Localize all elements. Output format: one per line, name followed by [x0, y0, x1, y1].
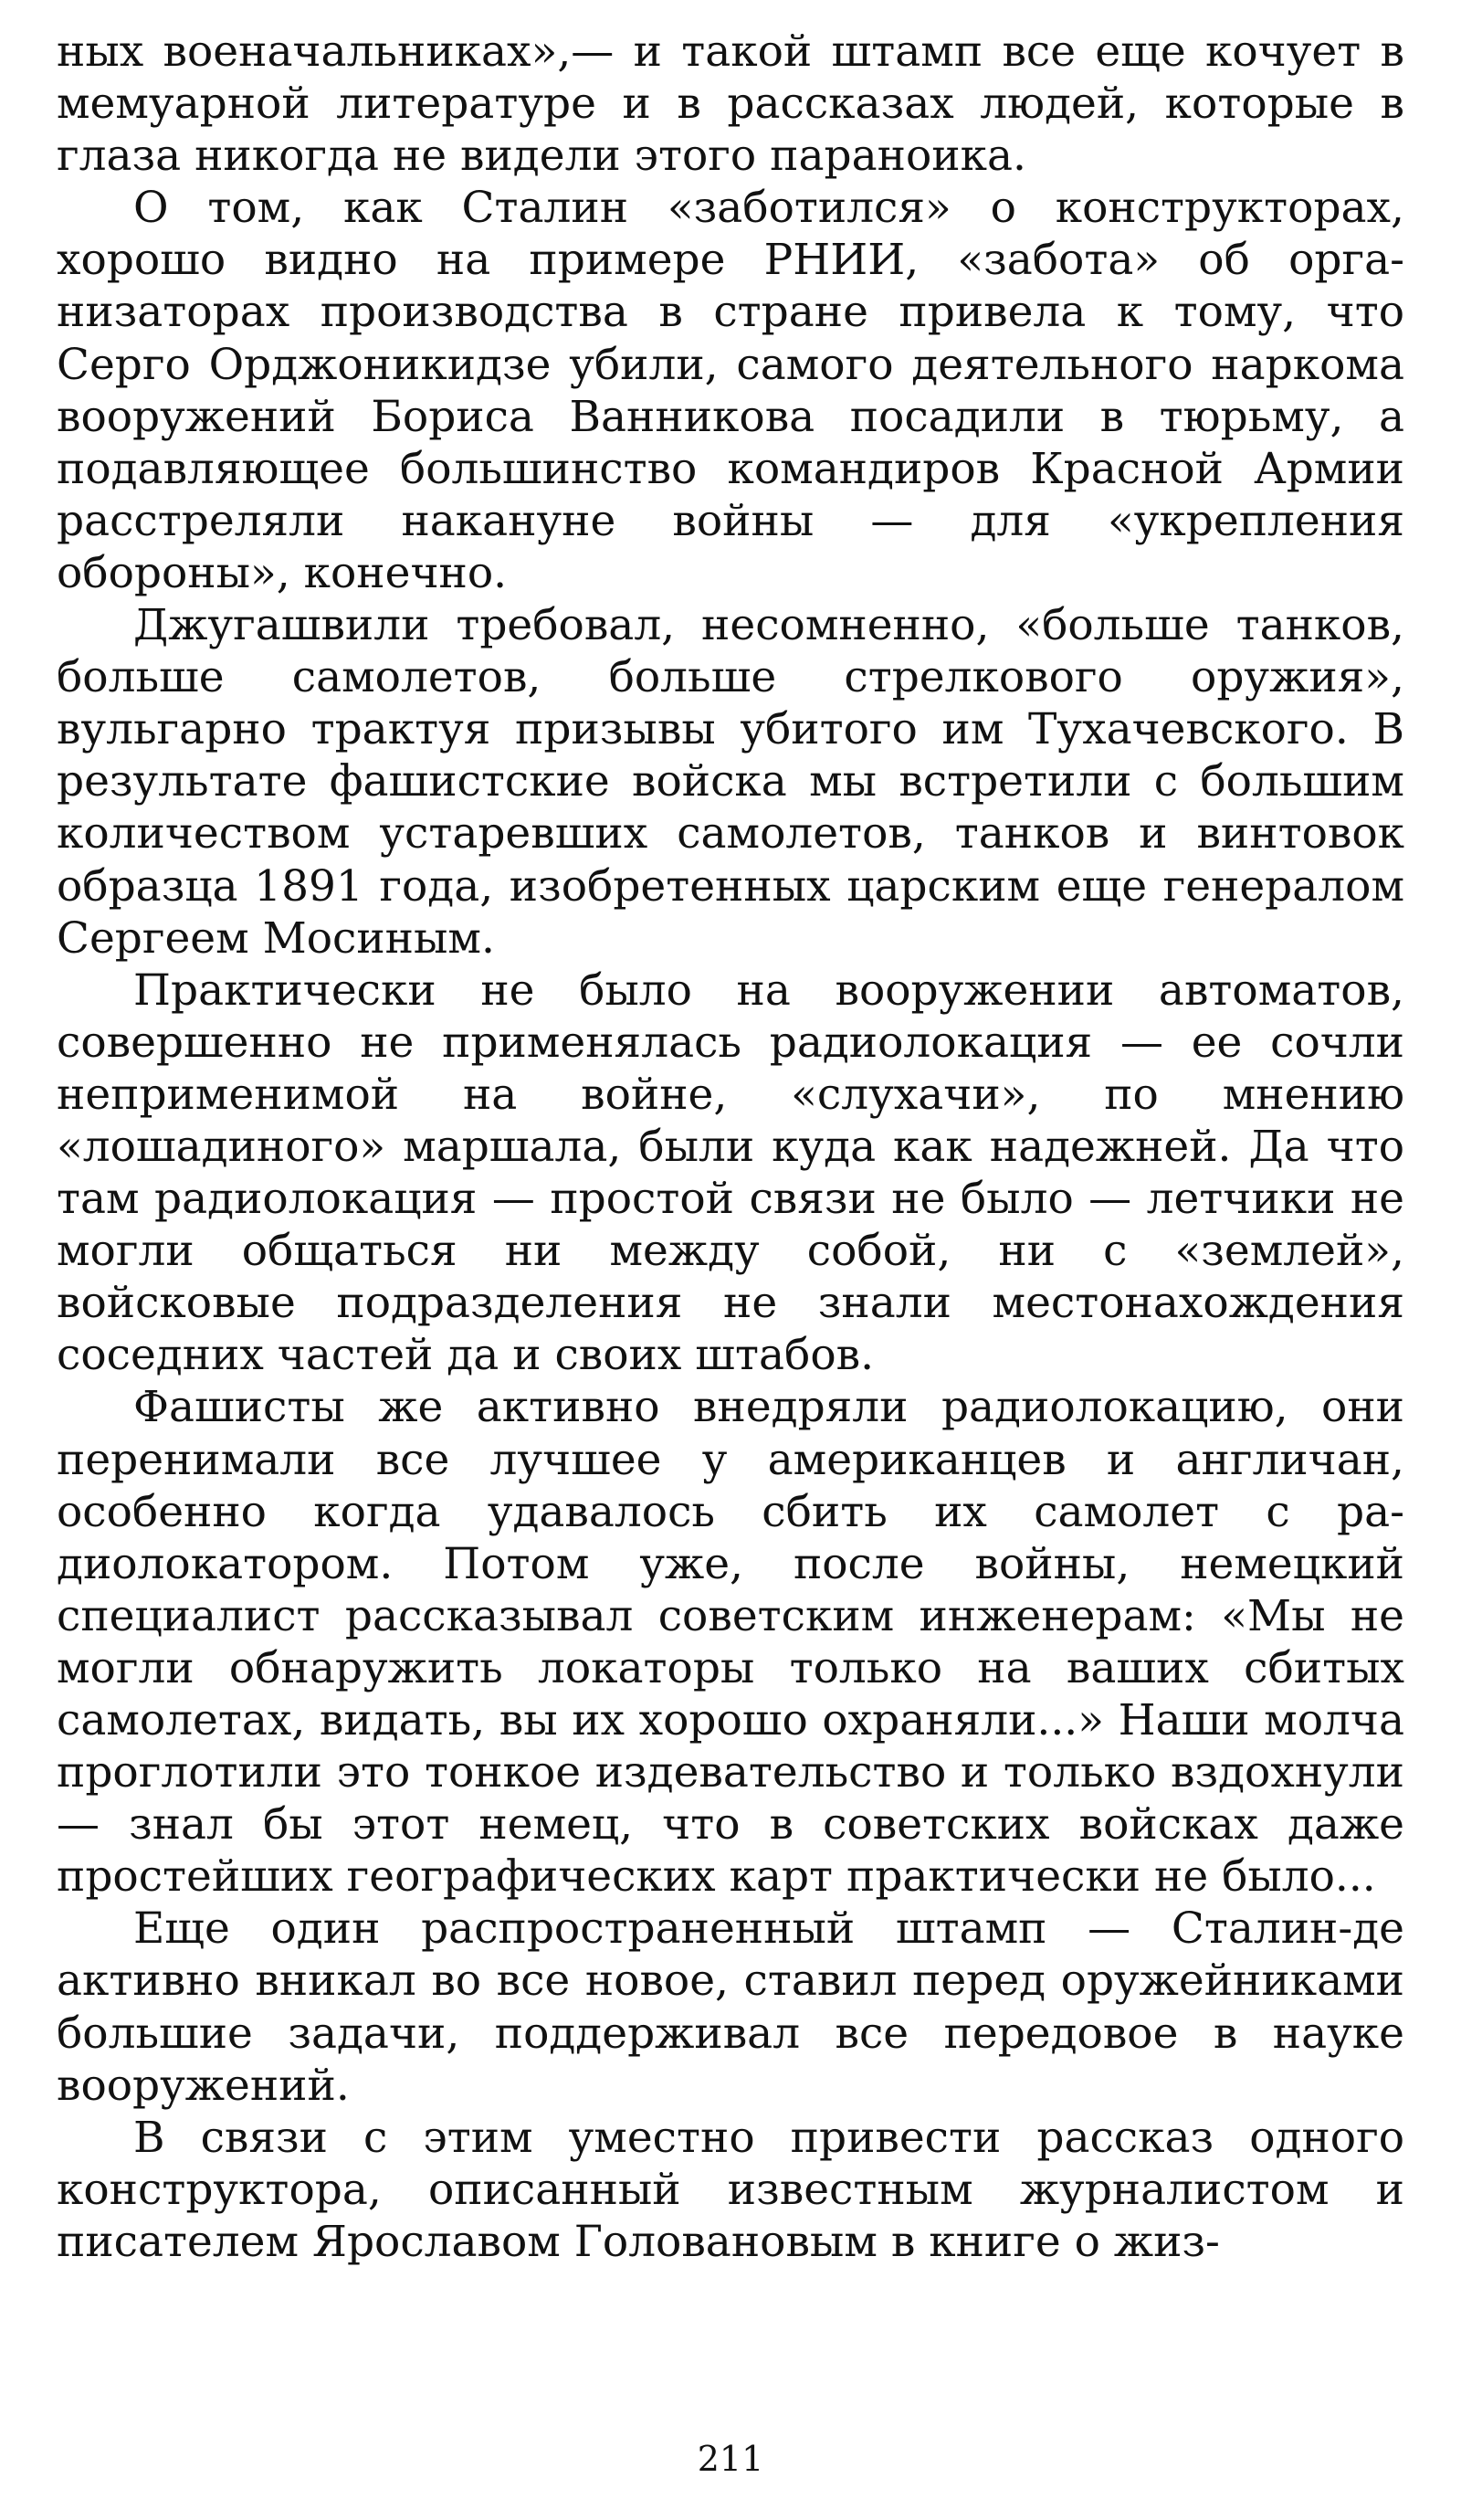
paragraph-5: Фашисты же активно внедряли радиолокацию, они перенимали все лучшее у американцев и англичан, особенно когда удавалось сбить их самолет с радиолокатором. Потом уже, после войны, немецкий специалист рассказывал советским инженерам: «Мы не могли обнаружить локаторы только на ваших сбитых самолетах, видать, вы их хорошо охраняли...» Наши молча проглотили это тонкое издевательство и только вздохнули — знал бы этот немец, что в советских войсках даже простейших географических карт практически не было... — [57, 1382, 1404, 1903]
paragraph-1: ных военачальниках»,— и такой штамп все еще кочует в мемуарной литературе и в рассказах людей, которые в глаза никогда не видели этого параноика. — [57, 26, 1404, 182]
paragraph-4: Практически не было на вооружении автоматов, совершенно не применялась радиолокация — ее сочли неприменимой на войне, «слухачи», по мнению «лошадиного» маршала, были куда как надежней. Да что там радиолокация — простой связи не было — летчики не могли общаться ни между собой, ни с «землей», войсковые подразделения не знали местонахождения соседних частей да и своих штабов. — [57, 965, 1404, 1381]
paragraph-7: В связи с этим уместно привести рассказ одного конструктора, описанный известным журналистом и писателем Ярославом Головановым в книге о жиз- — [57, 2112, 1404, 2267]
page-number: 211 — [697, 2439, 764, 2479]
paragraph-3: Джугашвили требовал, несомненно, «больше танков, больше самолетов, больше стрелкового оружия», вульгарно трактуя призывы убитого им Тухачевского. В результате фашистские войска мы встретили с большим количеством устаревших самолетов, танков и винтовок образца 1891 года, изобретенных царским еще генералом Сергеем Мосиным. — [57, 600, 1404, 964]
paragraph-6: Еще один распространенный штамп — Сталин-де активно вникал во все новое, ставил перед оружейниками большие задачи, поддерживал все передовое в науке вооружений. — [57, 1903, 1404, 2111]
paragraph-2: О том, как Сталин «заботился» о конструкторах, хорошо видно на примере РНИИ, «забота» об организаторах производства в стране привела к тому, что Серго Орджоникидзе убили, самого деятельного наркома вооружений Бориса Ванникова посадили в тюрьму, а подавляющее большинство командиров Красной Армии расстреляли накануне войны — для «укрепления обороны», конечно. — [57, 183, 1404, 598]
text-block — [57, 26, 1404, 2268]
page-body — [57, 26, 1404, 2268]
